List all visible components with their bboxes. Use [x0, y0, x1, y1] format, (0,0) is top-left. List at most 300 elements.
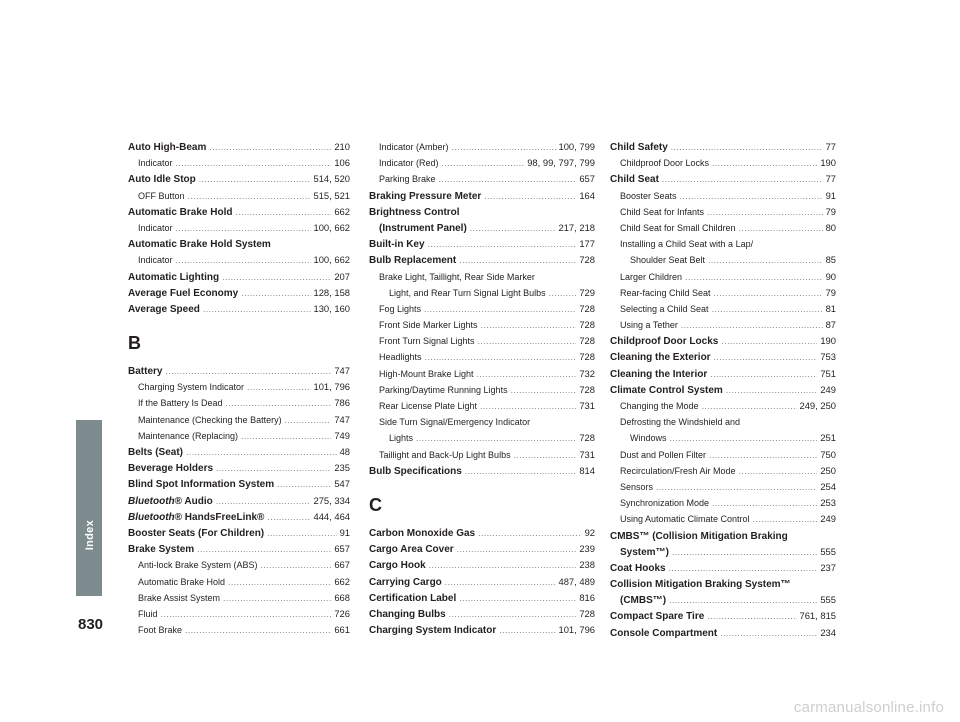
- index-subentry: [610, 155, 836, 171]
- dot-leader: [670, 430, 818, 446]
- entry-term: Compact Spare Tire: [610, 611, 705, 623]
- entry-term: Bulb Replacement: [369, 255, 457, 267]
- entry-pages: 662: [334, 575, 350, 587]
- entry-pages: 100, 662: [313, 221, 350, 233]
- entry-term: Bulb Specifications: [369, 465, 462, 477]
- entry-term: Fog Lights: [379, 303, 422, 314]
- dot-leader: [267, 509, 310, 525]
- index-subentry: [610, 252, 836, 268]
- index-entry: [369, 236, 595, 252]
- entry-pages: 249, 250: [799, 400, 836, 411]
- entry-term: Beverage Holders: [128, 463, 214, 475]
- entry-term: Foot Brake: [138, 625, 183, 636]
- entry-pages: 662: [334, 205, 350, 217]
- dot-leader: [241, 428, 331, 444]
- index-entry: [610, 139, 836, 155]
- dot-leader: [209, 139, 331, 155]
- entry-pages: 101, 796: [313, 381, 350, 393]
- entry-term: Indicator: [138, 158, 173, 169]
- index-subentry: [369, 333, 595, 349]
- entry-pages: 514, 520: [313, 173, 350, 185]
- entry-pages: 661: [334, 624, 350, 636]
- entry-term: Cleaning the Exterior: [610, 352, 711, 364]
- dot-leader: [672, 544, 817, 560]
- index-subentry: [128, 155, 350, 171]
- entry-term: Belts (Seat): [128, 447, 184, 458]
- dot-leader: [226, 395, 332, 411]
- entry-pages: 106: [334, 157, 350, 169]
- entry-term: Recirculation/Fresh Air Mode: [620, 465, 736, 476]
- entry-term: Child Seat: [610, 174, 659, 186]
- dot-leader: [203, 301, 311, 317]
- entry-pages: 750: [820, 448, 836, 460]
- dot-leader: [662, 171, 823, 187]
- entry-pages: 190: [820, 335, 836, 347]
- index-entry: [369, 541, 595, 557]
- index-subentry: [369, 285, 595, 301]
- entry-term: Using Automatic Climate Control: [620, 514, 750, 525]
- entry-pages: 217, 218: [558, 221, 595, 233]
- entry-pages: 79: [825, 205, 836, 217]
- index-entry: [128, 541, 350, 557]
- entry-pages: 786: [334, 397, 350, 409]
- index-entry: [610, 625, 836, 641]
- dot-leader: [681, 317, 823, 333]
- entry-pages: 81: [825, 302, 836, 314]
- entry-term: Headlights: [379, 352, 422, 363]
- entry-pages: 668: [334, 591, 350, 603]
- dot-leader: [721, 333, 817, 349]
- index-entry: [369, 188, 595, 204]
- index-entry: [610, 608, 836, 624]
- entry-pages: 234: [820, 626, 836, 638]
- entry-term: OFF Button: [138, 190, 185, 201]
- dot-leader: [247, 379, 310, 395]
- index-subentry: [610, 430, 836, 446]
- index-entry: [369, 557, 595, 573]
- entry-term: Installing a Child Seat with a Lap/: [620, 239, 754, 250]
- index-entry: [128, 493, 350, 509]
- index-entry: [128, 525, 350, 541]
- dot-leader: [176, 252, 311, 268]
- index-subentry: [369, 317, 595, 333]
- index-subentry: [369, 269, 595, 285]
- entry-pages: 555: [820, 594, 836, 606]
- entry-pages: 210: [334, 141, 350, 152]
- index-column-2: [369, 139, 595, 638]
- dot-leader: [197, 541, 331, 557]
- dot-leader: [707, 204, 823, 220]
- dot-leader: [739, 220, 823, 236]
- index-entry: [610, 382, 836, 398]
- entry-term: Larger Children: [620, 271, 683, 282]
- index-entry: [610, 366, 836, 382]
- entry-term: Maintenance (Checking the Battery): [138, 414, 282, 425]
- entry-pages: 92: [584, 526, 595, 538]
- entry-pages: 657: [579, 173, 595, 185]
- entry-term: Changing Bulbs: [369, 608, 446, 620]
- entry-term: Built-in Key: [369, 239, 425, 251]
- entry-pages: 91: [339, 526, 350, 538]
- dot-leader: [511, 382, 577, 398]
- entry-pages: 79: [825, 286, 836, 298]
- entry-pages: 726: [334, 607, 350, 619]
- index-subentry: [128, 395, 350, 411]
- entry-term: CMBS™ (Collision Mitigation Braking: [610, 530, 788, 542]
- index-subentry: [610, 236, 836, 252]
- entry-term: Bluetooth® HandsFreeLink®: [128, 511, 265, 523]
- index-subentry: [610, 188, 836, 204]
- index-subentry: [128, 412, 350, 428]
- dot-leader: [176, 220, 311, 236]
- dot-leader: [671, 139, 823, 155]
- index-subentry: [610, 285, 836, 301]
- entry-term: Brake System: [128, 544, 195, 556]
- entry-term: Average Speed: [128, 303, 200, 315]
- dot-leader: [720, 625, 817, 641]
- index-subentry: [610, 447, 836, 463]
- index-entry: [369, 220, 595, 236]
- index-entry: [128, 363, 350, 379]
- entry-term: Rear-facing Child Seat: [620, 287, 711, 298]
- index-subentry: [369, 366, 595, 382]
- entry-term: (CMBS™): [620, 595, 667, 607]
- side-tab-label: Index: [84, 520, 96, 551]
- entry-pages: 235: [334, 462, 350, 474]
- index-subentry: [128, 188, 350, 204]
- dot-leader: [710, 366, 817, 382]
- index-entry: [610, 528, 836, 544]
- entry-term: Indicator: [138, 255, 173, 266]
- entry-term: Auto Idle Stop: [128, 174, 196, 186]
- index-subentry: [369, 301, 595, 317]
- entry-pages: 249: [820, 513, 836, 525]
- entry-term: Automatic Brake Hold: [138, 576, 226, 587]
- index-subentry: [369, 155, 595, 171]
- entry-pages: 728: [579, 319, 595, 331]
- entry-term: Maintenance (Replacing): [138, 430, 239, 441]
- entry-pages: 128, 158: [313, 286, 350, 298]
- dot-leader: [223, 590, 331, 606]
- entry-pages: 444, 464: [313, 510, 350, 522]
- entry-pages: 90: [825, 270, 836, 282]
- dot-leader: [477, 366, 577, 382]
- index-subentry: [610, 511, 836, 527]
- index-entry: [369, 590, 595, 606]
- entry-pages: 207: [334, 270, 350, 282]
- entry-term: Light, and Rear Turn Signal Light Bulbs: [389, 287, 546, 298]
- entry-term: Charging System Indicator: [369, 625, 497, 637]
- index-entry: [128, 171, 350, 187]
- index-subentry: [610, 204, 836, 220]
- entry-pages: 515, 521: [313, 189, 350, 201]
- entry-term: Battery: [128, 366, 163, 378]
- index-subentry: [128, 252, 350, 268]
- entry-pages: 751: [820, 367, 836, 379]
- entry-pages: 749: [334, 429, 350, 441]
- entry-pages: 249: [820, 383, 836, 395]
- entry-term: Front Side Marker Lights: [379, 320, 478, 331]
- index-subentry: [369, 398, 595, 414]
- index-entry: [369, 574, 595, 590]
- entry-term: Console Compartment: [610, 627, 718, 639]
- entry-term: Booster Seats (For Children): [128, 527, 265, 539]
- entry-term: Parking/Daytime Running Lights: [379, 384, 508, 395]
- entry-pages: 87: [825, 319, 836, 331]
- entry-term: High-Mount Brake Light: [379, 368, 474, 379]
- entry-term: Childproof Door Locks: [610, 336, 719, 348]
- entry-term: Rear License Plate Light: [379, 401, 478, 411]
- dot-leader: [669, 592, 817, 608]
- entry-pages: 275, 334: [313, 494, 350, 506]
- entry-term: Automatic Lighting: [128, 271, 220, 283]
- dot-leader: [726, 382, 818, 398]
- index-subentry: [128, 590, 350, 606]
- entry-term: Child Seat for Small Children: [620, 222, 736, 233]
- entry-pages: 77: [825, 141, 836, 152]
- entry-term: System™): [620, 546, 669, 558]
- dot-leader: [185, 622, 331, 638]
- index-entry: [610, 560, 836, 576]
- entry-pages: 731: [579, 400, 595, 411]
- index-subentry: [128, 622, 350, 638]
- dot-leader: [707, 608, 796, 624]
- entry-pages: 728: [579, 335, 595, 347]
- entry-term: Brightness Control: [369, 206, 460, 218]
- entry-pages: 728: [579, 302, 595, 314]
- index-subentry: [369, 171, 595, 187]
- dot-leader: [261, 557, 332, 573]
- entry-pages: 239: [579, 543, 595, 555]
- dot-leader: [714, 349, 818, 365]
- dot-leader: [714, 285, 823, 301]
- index-entry: [128, 285, 350, 301]
- entry-term: (Instrument Panel): [379, 222, 467, 234]
- dot-leader: [739, 463, 818, 479]
- entry-pages: 732: [579, 367, 595, 379]
- dot-leader: [424, 301, 576, 317]
- entry-pages: 254: [820, 480, 836, 492]
- dot-leader: [514, 447, 577, 463]
- dot-leader: [702, 398, 797, 414]
- entry-pages: 731: [579, 448, 595, 460]
- dot-leader: [465, 463, 577, 479]
- dot-leader: [712, 495, 817, 511]
- index-subentry: [610, 479, 836, 495]
- entry-term: Parking Brake: [379, 174, 436, 185]
- dot-leader: [753, 511, 818, 527]
- index-entry: [128, 509, 350, 525]
- entry-pages: 238: [579, 559, 595, 571]
- index-side-tab: [76, 420, 102, 596]
- dot-leader: [457, 541, 577, 557]
- entry-pages: 816: [579, 591, 595, 603]
- entry-pages: 85: [825, 254, 836, 266]
- dot-leader: [186, 444, 337, 460]
- index-entry: [610, 349, 836, 365]
- entry-term: Anti-lock Brake System (ABS): [138, 560, 258, 571]
- entry-pages: 237: [820, 561, 836, 573]
- dot-leader: [199, 171, 311, 187]
- index-subentry: [610, 414, 836, 430]
- entry-pages: 555: [820, 545, 836, 557]
- entry-term: Windows: [630, 433, 667, 444]
- entry-pages: 667: [334, 559, 350, 571]
- dot-leader: [480, 398, 576, 414]
- entry-term: Indicator (Amber): [379, 142, 449, 152]
- index-entry: [610, 333, 836, 349]
- index-subentry: [369, 349, 595, 365]
- dot-leader: [669, 560, 818, 576]
- entry-term: Child Safety: [610, 142, 668, 153]
- entry-pages: 814: [579, 464, 595, 476]
- index-subentry: [610, 398, 836, 414]
- entry-pages: 250: [820, 464, 836, 476]
- index-entry: [369, 463, 595, 479]
- entry-term: Dust and Pollen Filter: [620, 449, 707, 460]
- index-subentry: [610, 301, 836, 317]
- index-column-1: [128, 139, 350, 638]
- watermark: carmanualsonline.info: [793, 699, 944, 716]
- index-subentry: [610, 269, 836, 285]
- entry-term: Fluid: [138, 608, 158, 619]
- entry-term: Bluetooth® Audio: [128, 495, 213, 507]
- index-entry: [128, 204, 350, 220]
- dot-leader: [188, 188, 311, 204]
- section-letter: B: [128, 333, 141, 354]
- index-entry: [610, 576, 836, 592]
- dot-leader: [549, 285, 577, 301]
- index-subentry: [610, 463, 836, 479]
- index-entry: [128, 444, 350, 460]
- entry-pages: 251: [820, 432, 836, 444]
- dot-leader: [285, 412, 332, 428]
- entry-term: Automatic Brake Hold: [128, 206, 233, 218]
- entry-pages: 253: [820, 497, 836, 509]
- index-subentry: [369, 382, 595, 398]
- index-subentry: [128, 220, 350, 236]
- dot-leader: [452, 139, 556, 155]
- index-column-3: [610, 139, 836, 641]
- entry-pages: 728: [579, 351, 595, 363]
- index-entry: [128, 269, 350, 285]
- index-entry: [369, 204, 595, 220]
- entry-pages: 98, 99, 797, 799: [527, 157, 595, 169]
- entry-term: Taillight and Back-Up Light Bulbs: [379, 449, 511, 460]
- entry-term: Changing the Mode: [620, 401, 699, 411]
- index-entry: [128, 476, 350, 492]
- entry-pages: 100, 662: [313, 254, 350, 266]
- entry-pages: 547: [334, 478, 350, 490]
- dot-leader: [470, 220, 556, 236]
- dot-leader: [428, 236, 577, 252]
- entry-term: Carbon Monoxide Gas: [369, 527, 476, 539]
- entry-term: Auto High-Beam: [128, 142, 207, 153]
- dot-leader: [712, 155, 817, 171]
- dot-leader: [241, 285, 310, 301]
- dot-leader: [478, 333, 577, 349]
- index-entry: [610, 592, 836, 608]
- entry-pages: 177: [579, 238, 595, 250]
- entry-term: Cargo Hook: [369, 560, 426, 572]
- dot-leader: [277, 476, 331, 492]
- entry-term: Charging System Indicator: [138, 382, 245, 393]
- entry-term: Selecting a Child Seat: [620, 303, 709, 314]
- entry-term: Defrosting the Windshield and: [620, 417, 741, 428]
- index-subentry: [369, 414, 595, 430]
- entry-term: Indicator: [138, 222, 173, 233]
- dot-leader: [439, 171, 577, 187]
- entry-term: Carrying Cargo: [369, 576, 442, 588]
- index-subentry: [128, 606, 350, 622]
- dot-leader: [228, 574, 331, 590]
- entry-term: Average Fuel Economy: [128, 287, 239, 299]
- entry-pages: 747: [334, 365, 350, 377]
- entry-pages: 728: [579, 432, 595, 444]
- entry-pages: 487, 489: [558, 575, 595, 587]
- index-entry: [369, 606, 595, 622]
- entry-term: Synchronization Mode: [620, 498, 710, 509]
- index-entry: [369, 622, 595, 638]
- index-subentry: [369, 430, 595, 446]
- dot-leader: [429, 557, 577, 573]
- entry-term: Indicator (Red): [379, 158, 439, 169]
- dot-leader: [481, 317, 577, 333]
- entry-term: Automatic Brake Hold System: [128, 239, 271, 251]
- entry-pages: 729: [579, 286, 595, 298]
- dot-leader: [235, 204, 331, 220]
- index-entry: [369, 525, 595, 541]
- entry-pages: 101, 796: [558, 624, 595, 636]
- entry-term: Using a Tether: [620, 320, 678, 331]
- entry-term: Braking Pressure Meter: [369, 190, 482, 202]
- entry-term: Shoulder Seat Belt: [630, 255, 706, 266]
- entry-term: Climate Control System: [610, 384, 723, 396]
- index-entry: [128, 236, 350, 252]
- dot-leader: [216, 460, 331, 476]
- entry-pages: 100, 799: [558, 141, 595, 152]
- dot-leader: [499, 622, 555, 638]
- entry-term: If the Battery Is Dead: [138, 398, 223, 409]
- dot-leader: [176, 155, 332, 171]
- entry-term: Coat Hooks: [610, 562, 666, 574]
- entry-pages: 91: [825, 189, 836, 201]
- entry-pages: 728: [579, 383, 595, 395]
- dot-leader: [161, 606, 332, 622]
- index-subentry: [128, 379, 350, 395]
- dot-leader: [165, 363, 331, 379]
- section-letter: C: [369, 494, 382, 515]
- dot-leader: [484, 188, 576, 204]
- dot-leader: [222, 269, 331, 285]
- entry-pages: 48: [339, 446, 350, 457]
- index-subentry: [128, 574, 350, 590]
- entry-pages: 77: [825, 173, 836, 185]
- entry-pages: 657: [334, 543, 350, 555]
- entry-pages: 728: [579, 254, 595, 266]
- dot-leader: [478, 525, 581, 541]
- dot-leader: [442, 155, 525, 171]
- dot-leader: [459, 252, 576, 268]
- entry-pages: 130, 160: [313, 302, 350, 314]
- entry-pages: 761, 815: [799, 610, 836, 622]
- entry-term: Blind Spot Information System: [128, 479, 275, 491]
- entry-pages: 80: [825, 221, 836, 233]
- entry-term: Cargo Area Cover: [369, 544, 454, 556]
- entry-term: Lights: [389, 433, 414, 444]
- entry-term: Certification Label: [369, 592, 457, 604]
- dot-leader: [680, 188, 823, 204]
